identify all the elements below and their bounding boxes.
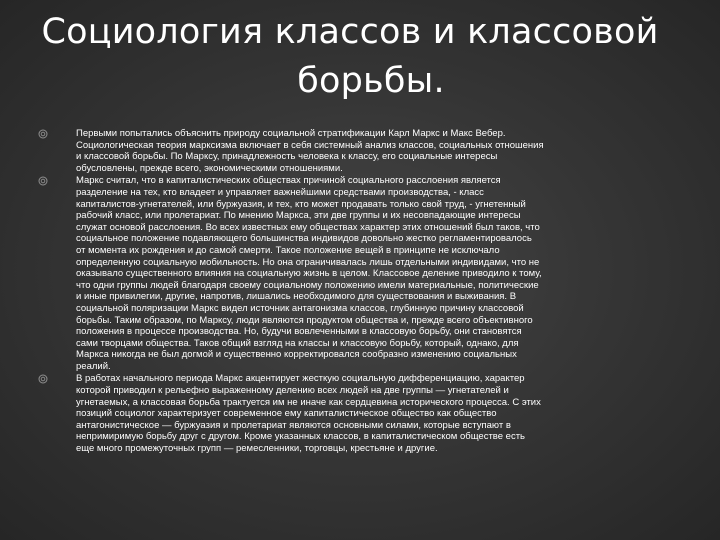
- circle-bullet-icon: [38, 374, 48, 384]
- bullet-list: [38, 128, 598, 455]
- bullet-item: [38, 128, 598, 174]
- title-line-2: борьбы.: [297, 61, 445, 101]
- title-line-1: Социология классов и классовой: [41, 12, 659, 52]
- bullet-text: Первыми попытались объяснить природу социальной стратификации Карл Маркс и Макс Вебер. Социологическая теория марксизма включает в себя системный анализ классов, социальных отношения и классовой борьбы. По Марксу, принадлежность человека к классу, его социальные интересы обусловлены, прежде всего, экономическими отношениями.: [76, 128, 544, 174]
- bullet-text: Маркс считал, что в капиталистических обществах причиной социального расслоения является разделение на тех, кто владеет и управляет важнейшими средствами производства, - класс капиталистов-угнетателей, или буржуазия, и тех, кто может продавать только свой труд, - угнетенный рабочий класс, или пролетариат. По мнению Маркса, эти две группы и их несовпадающие интересы служат основой расслоения. Во всех известных ему обществах характер этих отношений был таков, что социальное положение подавляющего большинства индивидов довольно жестко регламентировалось от момента их рождения и до самой смерти. Такое положение вещей в принципе не исключало определенную социальную мобильность. Но она ограничивалась лишь отдельными индивидами, что не оказывало существенного влияния на социальную жизнь в целом. Классовое деление приводило к тому, что одни группы людей благодаря своему социальному положению имели материальные, политические и иные привилегии, другие, напротив, лишались необходимого для существования и выживания. В социальной поляризации Маркс видел источник антагонизма классов, глубинную причину классовой борьбы. Таким образом, по Марксу, люди являются продуктом общества и, прежде всего объективного положения в процессе производства. Но, будучи вовлеченными в классовую борьбу, они становятся сами творцами общества. Таков общий взгляд на классы и классовую борьбу, который, однако, для Маркса никогда не был догмой и существенно корректировался сообразно изменению социальных реалий.: [76, 175, 542, 372]
- bullet-text: В работах начального периода Маркс акцентирует жесткую социальную дифференциацию, характер которой приводил к рельефно выраженному делению всех людей на две группы — угнетателей и угнетаемых, а классовая борьба трактуется им не иначе как сердцевина исторического процесса. С этих позиций социолог характеризует современное ему капиталистическое общество как общество антагонистическое — буржуазия и пролетариат являются основными силами, которые вступают в непримиримую борьбу друг с другом. Кроме указанных классов, в капиталистическом обществе есть еще много промежуточных групп — ремесленники, торговцы, крестьяне и другие.: [76, 373, 541, 455]
- slide-title: [0, 8, 720, 106]
- bullet-item: [38, 373, 598, 454]
- bullet-item: [38, 175, 598, 372]
- circle-bullet-icon: [38, 176, 48, 186]
- circle-bullet-icon: [38, 129, 48, 139]
